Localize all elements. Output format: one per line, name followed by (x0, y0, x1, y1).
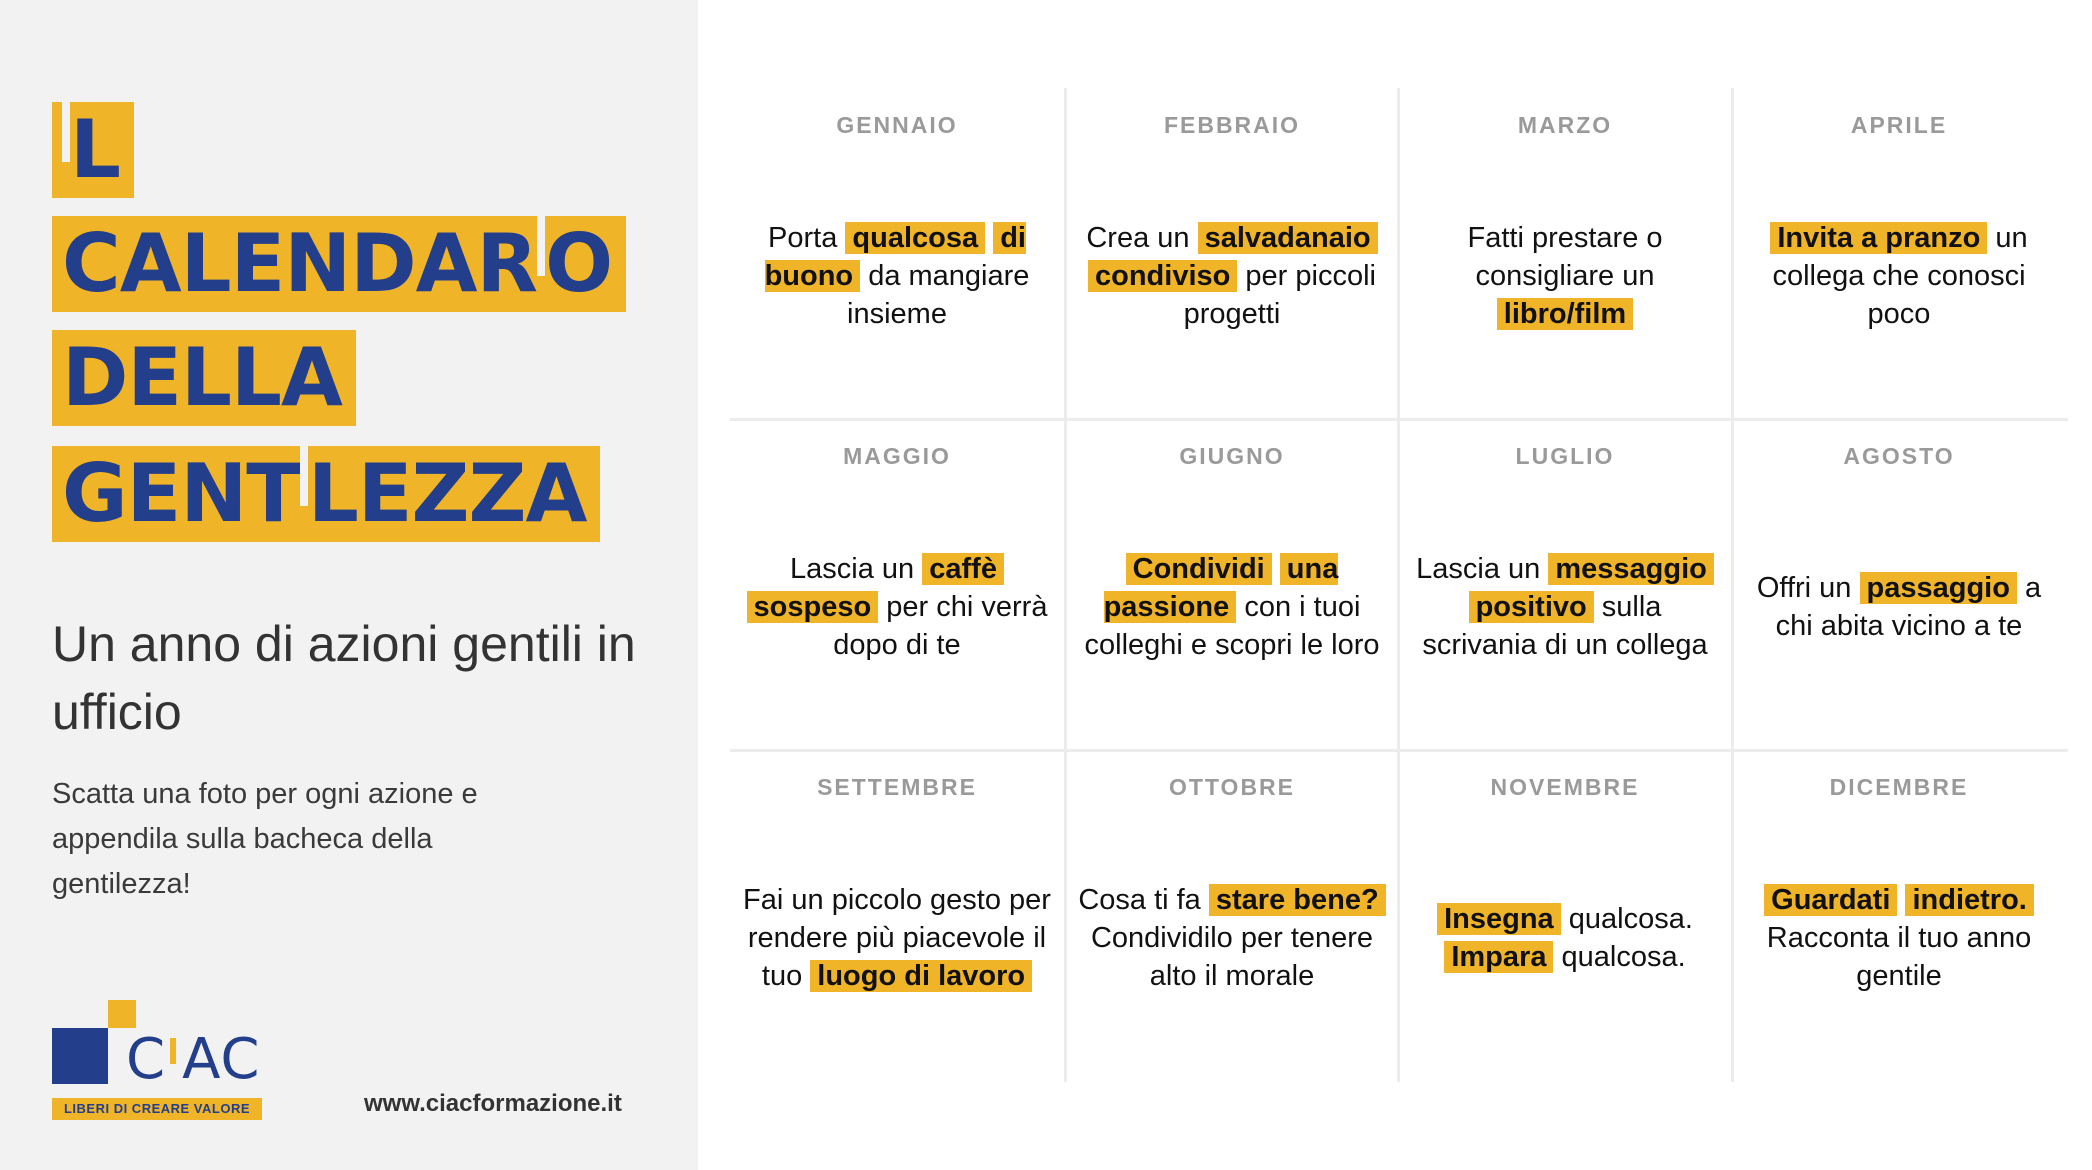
highlighted-text: Condividi (1126, 553, 1272, 585)
highlighted-text: di buono (764, 222, 1026, 292)
action-text: Lascia un (1416, 553, 1549, 585)
highlighted-text: sospeso (747, 591, 879, 623)
title-gap (62, 102, 70, 162)
month-action (1408, 143, 1722, 409)
month-cell-giugno (1065, 419, 1399, 750)
action-text: sulla scrivania di un collega (1422, 591, 1708, 661)
action-text: Condividilo per tenere alto il morale (1090, 922, 1374, 992)
month-action-text (740, 219, 1054, 333)
subtitle: Un anno di azioni gentili in ufficio (52, 616, 636, 740)
action-text: Crea un (1086, 222, 1198, 254)
action-text: qualcosa. (1553, 941, 1686, 973)
month-action-text (1075, 219, 1389, 333)
title-text-2a: CALENDAR (62, 217, 538, 310)
title-line-1 (52, 102, 134, 198)
month-cell-aprile (1732, 88, 2066, 419)
action-text: per chi verrà dopo di te (833, 591, 1048, 661)
month-action (1075, 805, 1389, 1071)
month-action (1075, 143, 1389, 409)
highlighted-text: salvadanaio (1198, 222, 1378, 254)
logo-yellow-square (108, 1000, 136, 1028)
action-text: Fai un piccolo gesto per rendere più piacevole il tuo (743, 884, 1051, 992)
month-action-text (1742, 881, 2056, 995)
action-text: Racconta il tuo anno gentile (1766, 922, 2032, 992)
action-text (985, 222, 993, 254)
highlighted-text: libro/film (1497, 298, 1633, 330)
month-action (1742, 474, 2056, 740)
highlighted-text: Insegna (1437, 903, 1561, 935)
month-cell-maggio (730, 419, 1064, 750)
month-name: MAGGIO (843, 443, 951, 469)
logo-word-a: C (126, 1027, 167, 1092)
action-text: Lascia un (790, 553, 923, 585)
highlighted-text: Invita a pranzo (1770, 222, 1987, 254)
month-name: GENNAIO (836, 112, 958, 138)
month-cell-novembre (1398, 750, 1732, 1081)
month-action (1408, 805, 1722, 1071)
month-action-text (1408, 219, 1722, 333)
month-name: FEBBRAIO (1163, 112, 1301, 138)
month-name: OTTOBRE (1168, 774, 1296, 800)
action-text: Porta (768, 222, 846, 254)
month-cell-agosto (1732, 419, 2066, 750)
month-action (1742, 805, 2056, 1071)
action-text: con i tuoi colleghi e scopri le loro (1084, 591, 1380, 661)
logo-word-b: AC (182, 1027, 261, 1092)
ciac-logo (52, 1000, 267, 1122)
title-gap (537, 216, 545, 276)
month-action-text (740, 881, 1054, 995)
month-cell-dicembre (1732, 750, 2066, 1081)
month-action-text (1742, 569, 2056, 645)
highlighted-text: qualcosa (845, 222, 985, 254)
month-name: NOVEMBRE (1490, 774, 1640, 800)
title-text-1: L (70, 103, 120, 196)
month-name: MARZO (1517, 112, 1613, 138)
website-link[interactable]: www.ciacformazione.it (364, 1090, 622, 1117)
action-text: un collega che conosci poco (1772, 222, 2028, 330)
month-action (740, 143, 1054, 409)
action-text: a chi abita vicino a te (1775, 572, 2042, 642)
month-action-text (1408, 550, 1722, 664)
month-cell-ottobre (1065, 750, 1399, 1081)
title-text-2b: O (545, 217, 613, 310)
highlighted-text: una passione (1103, 553, 1339, 623)
month-name: GIUGNO (1179, 443, 1285, 469)
month-action (1742, 143, 2056, 409)
action-text: per piccoli progetti (1183, 260, 1376, 330)
action-text (1272, 553, 1280, 585)
month-action-text (1075, 550, 1389, 664)
title-text-3: DELLA (62, 331, 342, 424)
logo-bar (170, 1038, 176, 1064)
month-action (1408, 474, 1722, 740)
action-text: da mangiare insieme (847, 260, 1030, 330)
highlighted-text: Impara (1444, 941, 1553, 973)
action-text: Cosa ti fa (1078, 884, 1209, 916)
month-cell-settembre (730, 750, 1064, 1081)
highlighted-text: messaggio (1548, 553, 1714, 585)
title-line-3 (52, 330, 356, 426)
highlighted-text: luogo di lavoro (810, 960, 1032, 992)
title-gap (300, 446, 308, 506)
month-name: SETTEMBRE (817, 774, 977, 800)
action-text: Fatti prestare o consigliare un (1467, 222, 1663, 292)
highlighted-text: Guardati (1764, 884, 1897, 916)
title-text-4a: GENT (62, 447, 300, 540)
calendar-grid (730, 88, 2068, 1082)
month-cell-marzo (1398, 88, 1732, 419)
month-action-text (1408, 900, 1722, 976)
left-panel (0, 0, 698, 1170)
month-action-text (1742, 219, 2056, 333)
month-cell-luglio (1398, 419, 1732, 750)
month-action-text (740, 550, 1054, 664)
highlighted-text: indietro. (1905, 884, 2033, 916)
logo-blue-square (52, 1028, 108, 1084)
month-action (740, 805, 1054, 1071)
title-line-4 (52, 446, 600, 542)
highlighted-text: passaggio (1860, 572, 2017, 604)
description: Scatta una foto per ogni azione e appendila sulla bacheca della gentilezza! (52, 778, 478, 900)
highlighted-text: stare bene? (1209, 884, 1386, 916)
title-line-2 (52, 216, 626, 312)
month-name: DICEMBRE (1829, 774, 1969, 800)
month-cell-febbraio (1065, 88, 1399, 419)
month-name: LUGLIO (1515, 443, 1615, 469)
month-action (740, 474, 1054, 740)
month-cell-gennaio (730, 88, 1064, 419)
month-name: APRILE (1850, 112, 1948, 138)
action-text: Offri un (1756, 572, 1860, 604)
month-action-text (1075, 881, 1389, 995)
logo-tagline: LIBERI DI CREARE VALORE (52, 1098, 262, 1120)
month-action (1075, 474, 1389, 740)
month-name: AGOSTO (1843, 443, 1955, 469)
logo-wordmark (126, 1027, 261, 1092)
title-text-4b: LEZZA (307, 447, 587, 540)
highlighted-text: caffè (922, 553, 1004, 585)
highlighted-text: positivo (1469, 591, 1594, 623)
highlighted-text: condiviso (1088, 260, 1237, 292)
action-text: qualcosa. (1560, 903, 1693, 935)
